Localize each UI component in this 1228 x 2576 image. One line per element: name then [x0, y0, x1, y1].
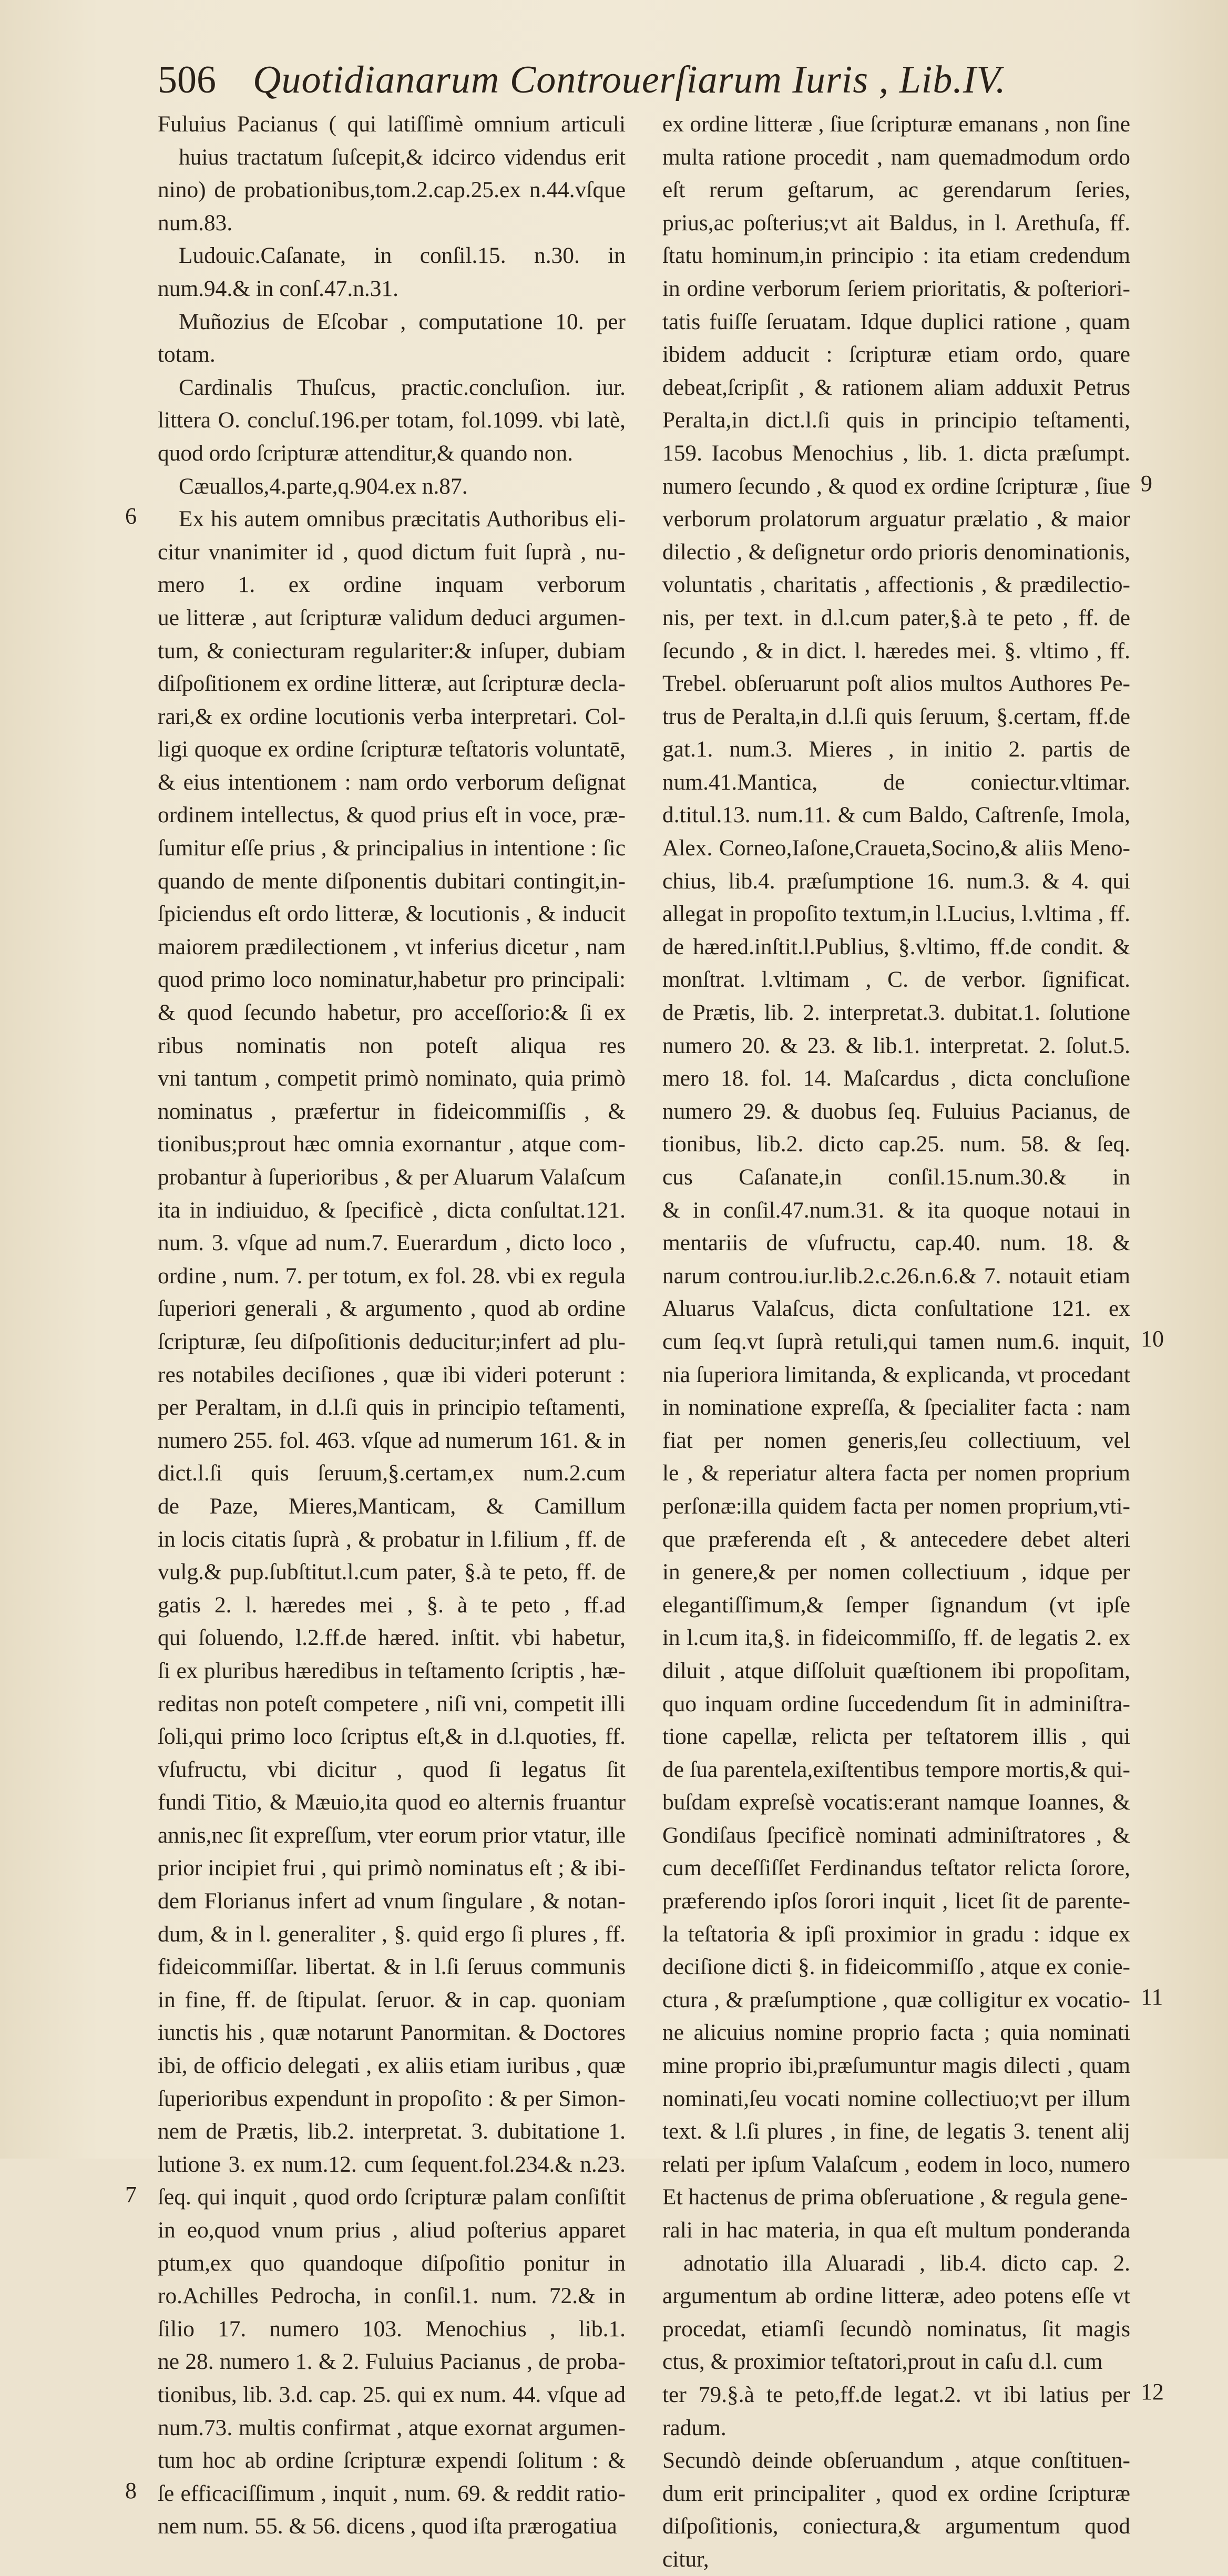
text-line: deciſione dicti §. in fideicommiſſo , atque ex conie-	[662, 1954, 1130, 1980]
text-line: ligi quoque ex ordine ſcripturæ teſtatoris voluntatē,	[158, 737, 626, 762]
text-line: de ſua parentela,exiſtentibus tempore mortis,& qui-	[662, 1756, 1130, 1782]
text-line: Ex his autem omnibus præcitatis Authoribus eli-	[179, 506, 626, 532]
text-line: relati per ipſum Valaſcum , eodem in loco, numero	[662, 2151, 1130, 2177]
text-line: multa ratione procedit , nam quemadmodum ordo	[662, 144, 1130, 170]
text-line: tionibus, lib.2. dicto cap.25. num. 58. & ſeq.	[662, 1131, 1130, 1157]
text-line: ex ordine litteræ , ſiue ſcripturæ emanans , non ſine	[662, 111, 1130, 137]
text-line: cus Caſanate,in conſil.15.num.30.& in	[662, 1164, 1130, 1190]
text-line: allegat in propoſito textum,in l.Lucius, l.vltima , ff.	[662, 901, 1130, 927]
text-line: ribus nominatis non poteſt aliqua res	[158, 1033, 626, 1058]
text-line: prior incipiet frui , qui primò nominatus eſt ; & ibi-	[158, 1855, 626, 1881]
text-line: nem de Prætis, lib.2. interpretat. 3. dubitatione 1.	[158, 2119, 626, 2144]
text-line: le , & reperiatur altera facta per nomen proprium	[662, 1460, 1130, 1486]
text-line: chius, lib.4. præſumptione 16. num.3. & 4. qui	[662, 868, 1130, 894]
text-line: nino) de probationibus,tom.2.cap.25.ex n.44.vſque	[158, 177, 626, 203]
text-line: buſdam expreſsè vocatis:erant namque Ioannes, &	[662, 1790, 1130, 1815]
margin-number: 12	[1141, 2379, 1164, 2405]
text-line: in nominatione expreſſa, & ſpecialiter facta : nam	[662, 1395, 1130, 1420]
text-line: iunctis his , quæ notarunt Panormitan. & Doctores	[158, 2020, 626, 2046]
text-line: qui ſoluendo, l.2.ff.de hæred. inſtit. vbi habetur,	[158, 1625, 626, 1651]
text-line: dict.l.ſi quis ſeruum,§.certam,ex num.2.cum	[158, 1460, 626, 1486]
text-line: mero 1. ex ordine inquam verborum	[158, 572, 626, 598]
text-line: Secundò deinde obſeruandum , atque conſtituen-	[662, 2448, 1130, 2473]
text-line: monſtrat. l.vltimam , C. de verbor. ſignificat.	[662, 967, 1130, 993]
text-line: nia ſuperiora limitanda, & explicanda, vt procedant	[662, 1362, 1130, 1387]
text-line: ordinem intellectus, & quod prius eſt in voce, præ-	[158, 802, 626, 828]
text-line: num.83.	[158, 210, 233, 236]
margin-number: 9	[1141, 470, 1152, 496]
text-line: prius,ac poſterius;vt ait Baldus, in l. Arethuſa, ff.	[662, 210, 1130, 236]
text-line: maiorem prædilectionem , vt inferius dicetur , nam	[158, 934, 626, 959]
text-line: per Peraltam, in d.l.ſi quis in principio teſtamenti,	[158, 1395, 626, 1420]
text-line: ſpiciendus eſt ordo litteræ, & locutionis , & inducit	[158, 901, 626, 927]
text-line: de Prætis, lib. 2. interpretat.3. dubitat.1. ſolutione	[662, 1000, 1130, 1026]
text-line: radum.	[662, 2415, 726, 2440]
text-line: citur,	[662, 2546, 709, 2572]
margin-number: 10	[1141, 1326, 1164, 1352]
text-line: la teſtatoria & ipſi proximior in gradu : idque ex	[662, 1921, 1130, 1947]
text-line: verborum prolatorum arguatur prælatio , & maior	[662, 506, 1130, 532]
text-line: num.73. multis confirmat , atque exornat argumen-	[158, 2415, 626, 2440]
text-line: citur vnanimiter id , quod dictum fuit ſuprà , nu-	[158, 539, 626, 565]
text-line: ibi, de officio delegati , ex aliis etiam iuribus , quæ	[158, 2053, 626, 2079]
text-line: in genere,& per nomen collectiuum , idque per	[662, 1559, 1130, 1585]
text-line: de hæred.inſtit.l.Publius, §.vltimo, ff.de condit. &	[662, 934, 1130, 959]
text-line: dem Florianus infert ad vnum ſingulare , & notan-	[158, 1888, 626, 1914]
text-line: huius tractatum ſuſcepit,& idcirco videndus erit	[179, 144, 626, 170]
text-line: Trebel. obſeruarunt poſt alios multos Authores Pe-	[662, 671, 1130, 697]
text-line: ſumitur eſſe prius , & principalius in intentione : ſic	[158, 835, 626, 861]
text-line: dum, & in l. generaliter , §. quid ergo ſi plures , ff.	[158, 1921, 626, 1947]
text-line: ſtatu hominum,in principio : ita etiam credendum	[662, 243, 1130, 269]
text-line: ita in indiuiduo, & ſpecificè , dicta conſultat.121.	[158, 1197, 626, 1223]
text-line: & quod ſecundo habetur, pro acceſſorio:& ſi ex	[158, 1000, 626, 1026]
text-line: num.41.Mantica, de coniectur.vltimar.	[662, 769, 1130, 795]
text-line: num. 3. vſque ad num.7. Euerardum , dicto loco ,	[158, 1230, 626, 1256]
text-line: perſonæ:illa quidem facta per nomen proprium,vti-	[662, 1493, 1130, 1519]
text-line: quando de mente diſponentis dubitari contingit,in-	[158, 868, 626, 894]
margin-number: 11	[1141, 1984, 1163, 2010]
text-line: nominatus , præfertur in fideicommiſſis , &	[158, 1098, 626, 1124]
page-header	[158, 58, 1051, 105]
text-line: ſuperiori generali , & argumento , quod ab ordine	[158, 1296, 626, 1322]
text-line: ſi ex pluribus hæredibus in teſtamento ſcriptis , hæ-	[158, 1658, 626, 1683]
text-line: ſoli,qui primo loco ſcriptus eſt,& in d.l.quoties, ff.	[158, 1724, 626, 1750]
text-line: tum, & coniecturam regulariter:& inſuper, dubiam	[158, 638, 626, 663]
text-line: numero ſecundo , & quod ex ordine ſcripturæ , ſiue	[662, 473, 1130, 499]
text-line: nominati,ſeu vocati nomine collectiuo;vt per illum	[662, 2086, 1130, 2111]
text-line: procedat, etiamſi ſecundò nominatus, ſit magis	[662, 2316, 1130, 2342]
text-line: Et hactenus de prima obſeruatione , & regula gene-	[662, 2184, 1128, 2210]
text-line: Cardinalis Thuſcus, practic.concluſion. iur.	[179, 374, 626, 400]
text-line: tatis fuiſſe ſeruatam. Idque duplici ratione , quam	[662, 309, 1130, 334]
text-line: text. & l.ſi plures , in fine, de legatis 3. tenent alij	[662, 2119, 1130, 2144]
text-line: & eius intentionem : nam ordo verborum deſignat	[158, 769, 626, 795]
text-line: elegantiſſimum,& ſemper ſignandum (vt ipſe	[662, 1592, 1130, 1618]
text-line: ne 28. numero 1. & 2. Fuluius Pacianus , de proba-	[158, 2349, 626, 2375]
text-line: mine proprio ibi,præſumuntur magis dilecti , quam	[662, 2053, 1130, 2079]
text-line: numero 20. & 23. & lib.1. interpretat. 2. ſolut.5.	[662, 1033, 1130, 1058]
text-line: ſuperioribus expendunt in propoſito : & per Simon-	[158, 2086, 626, 2111]
text-line: quo inquam ordine ſuccedendum ſit in adminiſtra-	[662, 1691, 1130, 1716]
text-line: Ludouic.Caſanate, in conſil.15. n.30. in	[179, 243, 626, 269]
text-line: dum erit principaliter , quod ex ordine ſcripturæ	[662, 2480, 1130, 2506]
text-line: cum deceſſiſſet Ferdinandus teſtator relicta ſorore,	[662, 1855, 1130, 1881]
text-line: vni tantum , competit primò nominato, quia primò	[158, 1066, 626, 1091]
text-line: fiat per nomen generis,ſeu collectiuum, vel	[662, 1427, 1130, 1453]
text-line: fundi Titio, & Mæuio,ita quod eo alternis fruantur	[158, 1790, 626, 1815]
text-line: trus de Peralta,in d.l.ſi quis ſeruum, §.certam, ff.de	[662, 703, 1130, 729]
text-line: tum hoc ab ordine ſcripturæ expendi ſolitum : &	[158, 2448, 626, 2473]
text-line: mentariis de vſufructu, cap.40. num. 18. &	[662, 1230, 1130, 1256]
text-line: ibidem adducit : ſcripturæ etiam ordo, quare	[662, 342, 1130, 367]
text-line: Aluarus Valaſcus, dicta conſultatione 121. ex	[662, 1296, 1130, 1322]
text-line: ne alicuius nomine proprio facta ; quia nominati	[662, 2020, 1130, 2046]
text-line: ptum,ex quo quandoque diſpoſitio ponitur in	[158, 2250, 626, 2276]
text-line: in fine, ff. de ſtipulat. ſeruor. & in cap. quoniam	[158, 1987, 626, 2012]
text-line: Gondiſaus ſpecificè nominati adminiſtratores , &	[662, 1822, 1130, 1848]
text-line: numero 29. & duobus ſeq. Fuluius Pacianus, de	[662, 1098, 1130, 1124]
text-line: Muñozius de Eſcobar , computatione 10. per	[179, 309, 626, 334]
left-text-column	[158, 108, 626, 2543]
margin-number: 6	[125, 503, 137, 529]
text-line: lutione 3. ex num.12. cum ſequent.fol.234.& n.23.	[158, 2151, 626, 2177]
text-line: ſeq. qui inquit , quod ordo ſcripturæ palam conſiſtit	[158, 2184, 626, 2210]
text-line: & in conſil.47.num.31. & ita quoque notaui in	[662, 1197, 1130, 1223]
text-line: tione capellæ, relicta per teſtatorem illis , qui	[662, 1724, 1130, 1750]
text-line: totam.	[158, 342, 216, 367]
text-line: argumentum ab ordine litteræ, adeo potens eſſe vt	[662, 2283, 1130, 2309]
text-line: ſilio 17. numero 103. Menochius , lib.1.	[158, 2316, 626, 2342]
text-line: 159. Iacobus Menochius , lib. 1. dicta præſumpt.	[662, 440, 1130, 466]
text-line: ue litteræ , aut ſcripturæ validum deduci argumen-	[158, 605, 626, 630]
text-line: Fuluius Pacianus ( qui latiſſimè omnium articuli	[158, 111, 626, 137]
text-line: tionibus, lib. 3.d. cap. 25. qui ex num. 44. vſque ad	[158, 2381, 626, 2407]
text-line: gat.1. num.3. Mieres , in initio 2. partis de	[662, 737, 1130, 762]
text-line: debeat,ſcripſit , & rationem aliam adduxit Petrus	[662, 374, 1130, 400]
text-line: vſufructu, vbi dicitur , quod ſi legatus ſit	[158, 1756, 626, 1782]
text-line: nem num. 55. & 56. dicens , quod iſta prærogatiua	[158, 2513, 617, 2539]
text-line: nis, per text. in d.l.cum pater,§.à te peto , ff. de	[662, 605, 1130, 630]
text-line: narum controu.iur.lib.2.c.26.n.6.& 7. notauit etiam	[662, 1263, 1130, 1289]
text-line: in ordine verborum ſeriem prioritatis, & poſteriori-	[662, 275, 1130, 301]
text-line: de Paze, Mieres,Manticam, & Camillum	[158, 1493, 626, 1519]
text-line: mero 18. fol. 14. Maſcardus , dicta concluſione	[662, 1066, 1130, 1091]
margin-number: 7	[125, 2181, 137, 2207]
text-line: ctus, & proximior teſtatori,prout in caſu d.l. cum	[662, 2349, 1103, 2375]
text-line: num.94.& in conſ.47.n.31.	[158, 275, 398, 301]
margin-number: 8	[125, 2478, 137, 2504]
text-line: gatis 2. l. hæredes mei , §. à te peto , ff.ad	[158, 1592, 626, 1618]
text-line: adnotatio illa Aluaradi , lib.4. dicto cap. 2.	[683, 2250, 1130, 2276]
text-line: Peralta,in dict.l.ſi quis in principio teſtamenti,	[662, 407, 1130, 433]
text-line: diſpoſitionis, coniectura,& argumentum quod	[662, 2513, 1130, 2539]
text-line: in locis citatis ſuprà , & probatur in l.filium , ff. de	[158, 1526, 626, 1552]
text-line: probantur à ſuperioribus , & per Aluarum Valaſcum	[158, 1164, 626, 1190]
text-line: ſecundo , & in dict. l. hæredes mei. §. vltimo , ff.	[662, 638, 1130, 663]
text-line: annis,nec ſit expreſſum, vter eorum prior vtatur, ille	[158, 1822, 626, 1848]
text-line: eſt rerum geſtarum, ac gerendarum ſeries,	[662, 177, 1130, 203]
page-number: 506	[158, 58, 216, 101]
text-line: Alex. Corneo,Iaſone,Craueta,Socino,& aliis Meno-	[662, 835, 1130, 861]
text-line: ſcripturæ, ſeu diſpoſitionis deducitur;infert ad plu-	[158, 1328, 626, 1354]
text-line: cum ſeq.vt ſuprà retuli,qui tamen num.6. inquit,	[662, 1328, 1130, 1354]
text-line: littera O. concluſ.196.per totam, fol.1099. vbi latè,	[158, 407, 626, 433]
text-line: ordine , num. 7. per totum, ex fol. 28. vbi ex regula	[158, 1263, 626, 1289]
text-line: in eo,quod vnum prius , aliud poſterius apparet	[158, 2217, 626, 2243]
text-line: rali in hac materia, in qua eſt multum ponderanda	[662, 2217, 1130, 2243]
text-line: ter 79.§.à te peto,ff.de legat.2. vt ibi latius per	[662, 2381, 1130, 2407]
text-line: fideicommiſſar. libertat. & in l.ſi ſeruus communis	[158, 1954, 626, 1980]
text-line: que præferenda eſt , & antecedere debet alteri	[662, 1526, 1130, 1552]
text-line: diluit , atque diſſoluit quæſtionem ibi propoſitam,	[662, 1658, 1130, 1683]
text-line: voluntatis , charitatis , affectionis , & prædilectio-	[662, 572, 1130, 598]
text-line: vulg.& pup.ſubſtitut.l.cum pater, §.à te peto, ff. de	[158, 1559, 626, 1585]
text-line: diſpoſitionem ex ordine litteræ, aut ſcripturæ decla-	[158, 671, 626, 697]
text-line: in l.cum ita,§. in fideicommiſſo, ff. de legatis 2. ex	[662, 1625, 1130, 1651]
text-line: quod ordo ſcripturæ attenditur,& quando non.	[158, 440, 574, 466]
text-line: d.titul.13. num.11. & cum Baldo, Caſtrenſe, Imola,	[662, 802, 1130, 828]
text-line: dilectio , & deſignetur ordo prioris denominationis,	[662, 539, 1130, 565]
text-line: ſe efficaciſſimum , inquit , num. 69. & reddit ratio-	[158, 2480, 626, 2506]
text-line: ro.Achilles Pedrocha, in conſil.1. num. 72.& in	[158, 2283, 626, 2309]
right-text-column	[662, 108, 1130, 2576]
text-line: res notabiles deciſiones , quæ ibi videri poterunt :	[158, 1362, 626, 1387]
text-line: tionibus;prout hæc omnia exornantur , atque com-	[158, 1131, 626, 1157]
text-line: rari,& ex ordine locutionis verba interpretari. Col-	[158, 703, 626, 729]
text-line: reditas non poteſt competere , niſi vni, competit illi	[158, 1691, 626, 1716]
text-line: ctura , & præſumptione , quæ colligitur ex vocatio-	[662, 1987, 1130, 2012]
text-line: quod primo loco nominatur,habetur pro principali:	[158, 967, 626, 993]
text-line: præferendo ipſos ſorori inquit , licet ſit de parente-	[662, 1888, 1130, 1914]
text-line: Cæuallos,4.parte,q.904.ex n.87.	[179, 473, 468, 499]
text-line: numero 255. fol. 463. vſque ad numerum 161. & in	[158, 1427, 626, 1453]
running-title: Quotidianarum Controuerſiarum Iuris , Lib.IV.	[253, 58, 1006, 101]
